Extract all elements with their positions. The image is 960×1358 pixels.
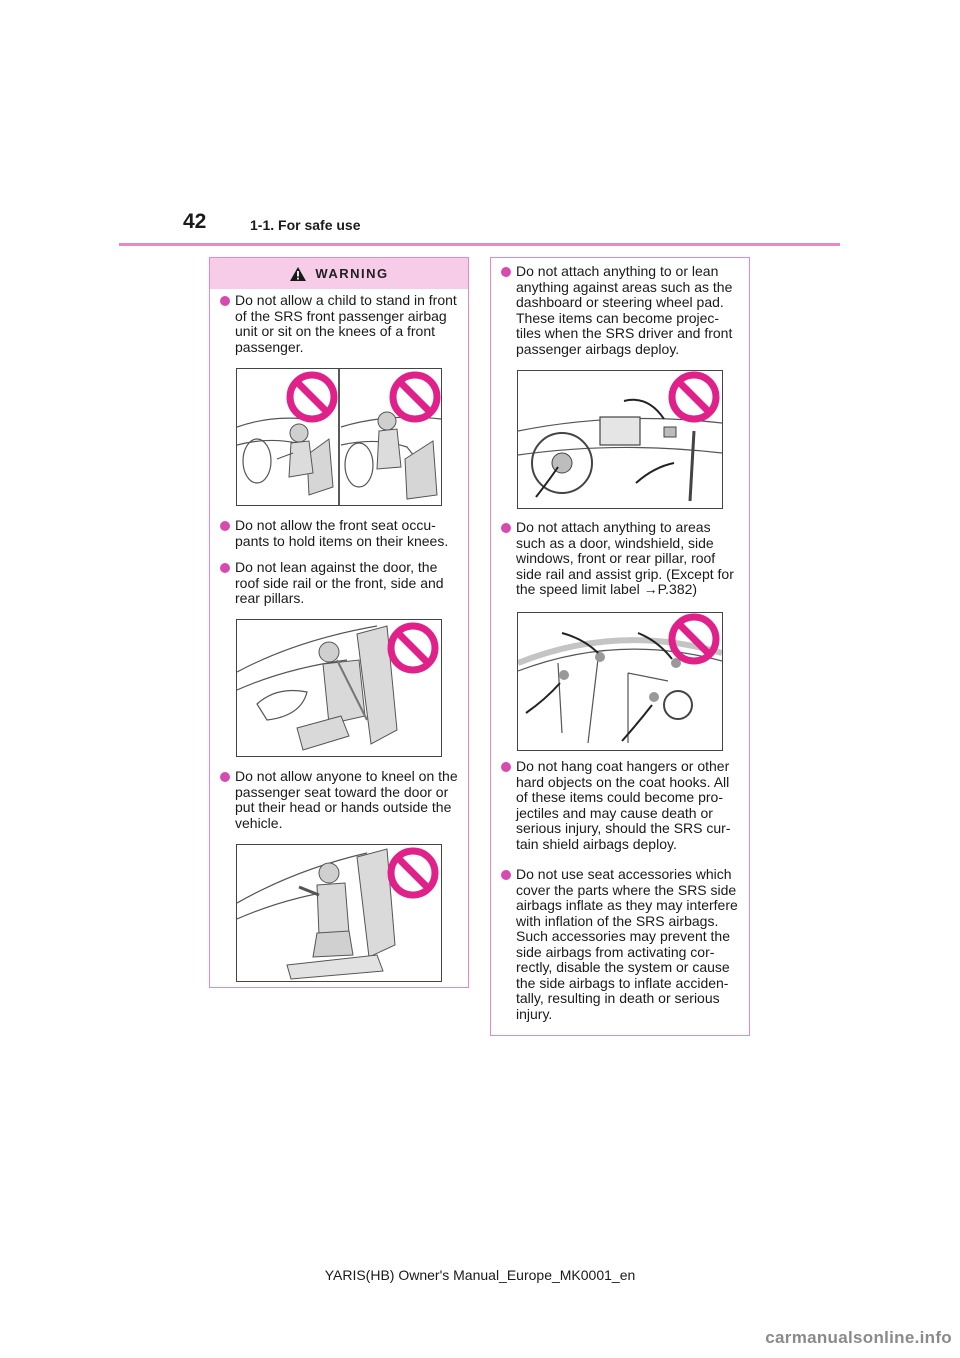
manual-footer-title: YARIS(HB) Owner's Manual_Europe_MK0001_en [324, 1267, 636, 1283]
bullet-dot-icon [220, 521, 230, 531]
bullet-item [220, 560, 460, 607]
bullet-item [220, 769, 460, 831]
bullet-dot-icon [220, 563, 230, 573]
prohibition-icon [391, 851, 435, 895]
bullet-dot-icon [501, 523, 511, 533]
bullet-dot-icon [220, 772, 230, 782]
bullet-dot-icon [501, 762, 511, 772]
illustration-dashboard-items [517, 370, 723, 509]
bullet-dot-icon [501, 267, 511, 277]
bullet-text: Do not allow the front seat occu- pants to hold items on their knees. [235, 517, 449, 549]
bullet-text: Do not hang coat hangers or other hard objects on the coat hooks. All of these items could become pro- jectiles and may cause death or serious injury, should the SRS cur- tain shield airbags deploy. [516, 758, 731, 852]
illustration-kneeling-on-seat [236, 844, 442, 982]
header-rule [119, 243, 840, 246]
bullet-text: Do not attach anything to areas such as a door, windshield, side windows, front or rear pillar, roof side rail and assist grip. (Except for the speed limit label →P.382) [516, 519, 734, 597]
bullet-text: Do not attach anything to or lean anything against areas such as the dashboard or steering wheel pad. These items can become projec- tiles when the SRS driver and front passenger airbags deploy. [516, 263, 733, 357]
warning-header [210, 258, 468, 289]
prohibition-icon [391, 626, 435, 670]
bullet-text: Do not use seat accessories which cover the parts where the SRS side airbags inflate as they may interfere with inflation of the SRS airbags. Such accessories may prevent the side airbags from activating cor- rectly, disable the system or cause the side airbags to inflate acciden- tally, resulting in death or serious injury. [516, 866, 738, 1022]
illustration-pillars-and-grips [517, 612, 723, 751]
prohibition-icon [290, 375, 334, 419]
watermark: carmanualsonline.info [765, 1328, 952, 1347]
bullet-item [501, 520, 741, 598]
bullet-text: Do not allow a child to stand in front of the SRS front passenger airbag unit or sit on the knees of a front passenger. [235, 292, 457, 355]
bullet-dot-icon [220, 296, 230, 306]
bullet-item [501, 759, 741, 852]
illustration-leaning-on-door [236, 619, 442, 757]
prohibition-icon [393, 375, 437, 419]
warning-label: WARNING [315, 266, 389, 281]
section-title: 1-1. For safe use [250, 217, 361, 233]
bullet-item [220, 293, 460, 355]
bullet-text: Do not allow anyone to kneel on the passenger seat toward the door or put their head or hands outside the vehicle. [235, 768, 458, 831]
warning-box-left [209, 257, 469, 988]
bullet-dot-icon [501, 870, 511, 880]
warning-triangle-icon [289, 266, 307, 282]
warning-box-right [490, 257, 750, 1036]
prohibition-icon [672, 375, 716, 419]
page-number: 42 [183, 210, 207, 233]
illustration-child-in-front-seat [236, 368, 442, 506]
bullet-item [501, 867, 741, 1022]
bullet-item [501, 264, 741, 357]
bullet-text: Do not lean against the door, the roof side rail or the front, side and rear pillars. [235, 559, 444, 606]
bullet-item [220, 518, 460, 549]
